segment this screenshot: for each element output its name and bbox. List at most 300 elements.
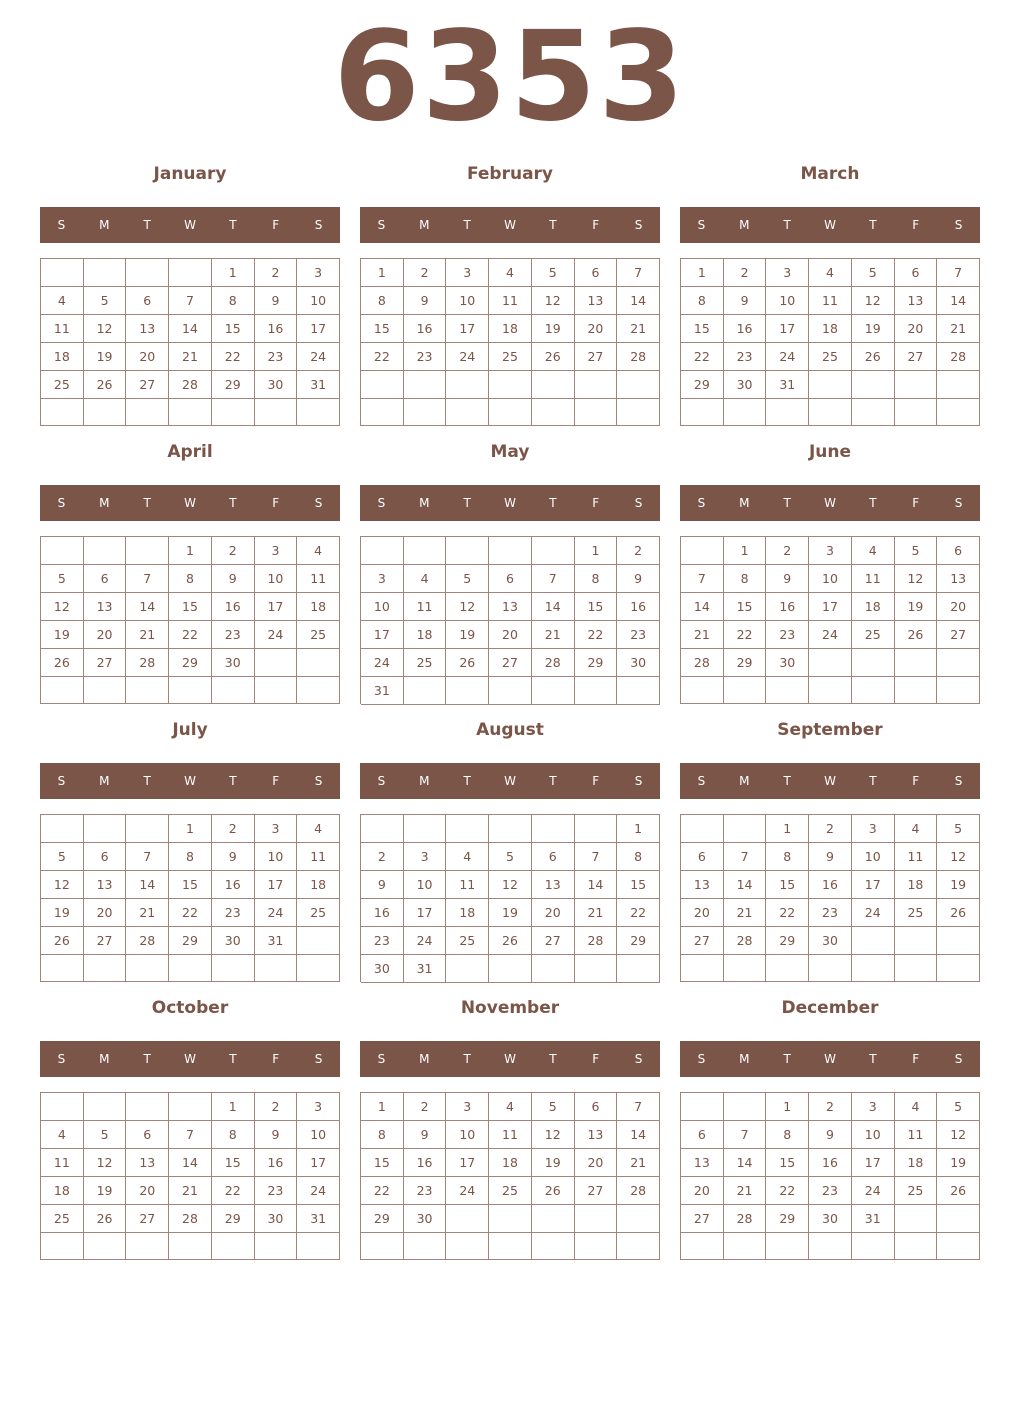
weekday-label: T bbox=[143, 496, 151, 510]
weekday-label: M bbox=[419, 218, 430, 232]
empty-cell bbox=[297, 399, 340, 426]
day-cell: 27 bbox=[681, 1205, 724, 1233]
day-cell: 7 bbox=[126, 565, 169, 593]
empty-cell bbox=[169, 1093, 212, 1121]
day-cell: 2 bbox=[255, 259, 298, 287]
day-cell: 8 bbox=[169, 565, 212, 593]
day-cell: 23 bbox=[212, 899, 255, 927]
day-cell: 2 bbox=[766, 537, 809, 565]
day-cell: 15 bbox=[681, 315, 724, 343]
weekday-label: T bbox=[229, 1052, 237, 1066]
day-cell: 3 bbox=[446, 259, 489, 287]
day-cell: 1 bbox=[681, 259, 724, 287]
day-cell: 22 bbox=[361, 1177, 404, 1205]
weekday-label: S bbox=[377, 496, 386, 510]
weekday-label: T bbox=[143, 774, 151, 788]
weekday-label: S bbox=[697, 1052, 706, 1066]
day-cell: 17 bbox=[255, 871, 298, 899]
weekday-label: W bbox=[504, 218, 516, 232]
day-cell: 26 bbox=[41, 649, 84, 677]
weekday-label: T bbox=[463, 774, 471, 788]
day-grid bbox=[360, 258, 660, 426]
empty-cell bbox=[446, 1233, 489, 1260]
day-cell: 30 bbox=[255, 371, 298, 399]
weekday-label: T bbox=[549, 218, 557, 232]
day-cell: 1 bbox=[169, 815, 212, 843]
day-cell: 12 bbox=[446, 593, 489, 621]
day-cell: 21 bbox=[681, 621, 724, 649]
day-cell: 15 bbox=[169, 871, 212, 899]
day-cell: 28 bbox=[617, 1177, 660, 1205]
weekday-label: T bbox=[229, 774, 237, 788]
empty-cell bbox=[489, 399, 532, 427]
day-cell: 15 bbox=[212, 1149, 255, 1177]
day-cell: 22 bbox=[575, 621, 618, 649]
day-cell: 13 bbox=[681, 871, 724, 899]
day-cell: 11 bbox=[489, 1121, 532, 1149]
weekday-label: F bbox=[912, 218, 920, 232]
day-cell: 12 bbox=[532, 287, 575, 315]
empty-cell bbox=[212, 955, 255, 982]
weekday-label: T bbox=[143, 1052, 151, 1066]
weekday-label: S bbox=[57, 774, 66, 788]
empty-cell bbox=[255, 399, 298, 426]
day-cell: 16 bbox=[809, 1149, 852, 1177]
day-cell: 11 bbox=[41, 1149, 84, 1177]
day-cell: 12 bbox=[937, 843, 980, 871]
empty-cell bbox=[126, 1093, 169, 1121]
empty-cell bbox=[489, 815, 532, 843]
day-cell: 28 bbox=[169, 1205, 212, 1233]
day-cell: 23 bbox=[212, 621, 255, 649]
empty-cell bbox=[41, 1233, 84, 1260]
day-cell: 2 bbox=[255, 1093, 298, 1121]
empty-cell bbox=[724, 1233, 767, 1260]
empty-cell bbox=[297, 955, 340, 982]
day-cell: 15 bbox=[575, 593, 618, 621]
day-cell: 24 bbox=[766, 343, 809, 371]
day-cell: 14 bbox=[169, 1149, 212, 1177]
empty-cell bbox=[852, 1233, 895, 1260]
day-cell: 9 bbox=[809, 1121, 852, 1149]
day-cell: 1 bbox=[724, 537, 767, 565]
day-cell: 12 bbox=[489, 871, 532, 899]
empty-cell bbox=[126, 815, 169, 843]
day-cell: 28 bbox=[126, 649, 169, 677]
empty-cell bbox=[297, 677, 340, 704]
empty-cell bbox=[361, 399, 404, 427]
day-cell: 13 bbox=[126, 315, 169, 343]
day-cell: 30 bbox=[617, 649, 660, 677]
empty-cell bbox=[937, 1233, 980, 1260]
weekday-label: W bbox=[504, 1052, 516, 1066]
day-cell: 17 bbox=[297, 1149, 340, 1177]
weekday-label: W bbox=[184, 218, 196, 232]
day-cell: 26 bbox=[937, 1177, 980, 1205]
day-cell: 8 bbox=[724, 565, 767, 593]
empty-cell bbox=[255, 955, 298, 982]
day-cell: 24 bbox=[255, 899, 298, 927]
empty-cell bbox=[681, 1093, 724, 1121]
weekday-label: M bbox=[739, 496, 750, 510]
day-cell: 17 bbox=[809, 593, 852, 621]
empty-cell bbox=[852, 649, 895, 677]
day-cell: 26 bbox=[895, 621, 938, 649]
day-cell: 15 bbox=[766, 871, 809, 899]
weekday-label: F bbox=[592, 774, 600, 788]
day-cell: 5 bbox=[41, 843, 84, 871]
weekday-label: W bbox=[824, 496, 836, 510]
weekday-label: T bbox=[463, 496, 471, 510]
day-cell: 14 bbox=[724, 1149, 767, 1177]
day-cell: 17 bbox=[255, 593, 298, 621]
day-cell: 20 bbox=[126, 1177, 169, 1205]
day-cell: 18 bbox=[446, 899, 489, 927]
day-cell: 27 bbox=[895, 343, 938, 371]
month-name: June bbox=[808, 442, 852, 462]
day-cell: 23 bbox=[361, 927, 404, 955]
empty-cell bbox=[489, 955, 532, 983]
day-cell: 30 bbox=[361, 955, 404, 983]
day-cell: 18 bbox=[895, 1149, 938, 1177]
empty-cell bbox=[446, 955, 489, 983]
empty-cell bbox=[41, 955, 84, 982]
weekday-label: T bbox=[783, 218, 791, 232]
day-cell: 7 bbox=[724, 843, 767, 871]
weekday-label: F bbox=[912, 496, 920, 510]
day-cell: 27 bbox=[84, 649, 127, 677]
empty-cell bbox=[169, 399, 212, 426]
day-cell: 27 bbox=[84, 927, 127, 955]
day-cell: 22 bbox=[212, 343, 255, 371]
day-cell: 21 bbox=[724, 1177, 767, 1205]
month-name: May bbox=[490, 442, 530, 462]
day-cell: 13 bbox=[532, 871, 575, 899]
day-cell: 30 bbox=[766, 649, 809, 677]
day-cell: 7 bbox=[617, 259, 660, 287]
empty-cell bbox=[532, 955, 575, 983]
weekday-header bbox=[680, 1041, 980, 1077]
day-cell: 13 bbox=[489, 593, 532, 621]
day-cell: 25 bbox=[41, 1205, 84, 1233]
day-grid bbox=[40, 536, 340, 704]
day-cell: 26 bbox=[84, 1205, 127, 1233]
day-cell: 18 bbox=[895, 871, 938, 899]
day-cell: 12 bbox=[41, 871, 84, 899]
empty-cell bbox=[41, 677, 84, 704]
day-cell: 6 bbox=[575, 259, 618, 287]
day-cell: 5 bbox=[895, 537, 938, 565]
empty-cell bbox=[84, 537, 127, 565]
empty-cell bbox=[575, 677, 618, 705]
day-cell: 2 bbox=[809, 1093, 852, 1121]
day-cell: 30 bbox=[724, 371, 767, 399]
day-cell: 17 bbox=[852, 871, 895, 899]
day-cell: 7 bbox=[724, 1121, 767, 1149]
day-cell: 23 bbox=[617, 621, 660, 649]
day-cell: 6 bbox=[681, 843, 724, 871]
day-cell: 25 bbox=[895, 1177, 938, 1205]
day-grid bbox=[40, 814, 340, 982]
day-cell: 8 bbox=[169, 843, 212, 871]
day-cell: 10 bbox=[766, 287, 809, 315]
day-grid bbox=[40, 258, 340, 426]
day-cell: 26 bbox=[41, 927, 84, 955]
empty-cell bbox=[532, 677, 575, 705]
weekday-label: F bbox=[592, 496, 600, 510]
weekday-label: F bbox=[272, 774, 280, 788]
day-cell: 2 bbox=[724, 259, 767, 287]
day-cell: 26 bbox=[852, 343, 895, 371]
day-cell: 14 bbox=[126, 871, 169, 899]
day-cell: 12 bbox=[895, 565, 938, 593]
day-cell: 17 bbox=[404, 899, 447, 927]
day-cell: 24 bbox=[255, 621, 298, 649]
day-cell: 11 bbox=[297, 565, 340, 593]
day-cell: 25 bbox=[41, 371, 84, 399]
empty-cell bbox=[297, 927, 340, 955]
empty-cell bbox=[489, 1205, 532, 1233]
month-name: July bbox=[172, 720, 208, 740]
day-cell: 21 bbox=[575, 899, 618, 927]
day-cell: 8 bbox=[575, 565, 618, 593]
day-cell: 18 bbox=[297, 871, 340, 899]
empty-cell bbox=[41, 537, 84, 565]
day-cell: 5 bbox=[41, 565, 84, 593]
empty-cell bbox=[255, 649, 298, 677]
day-cell: 27 bbox=[575, 1177, 618, 1205]
empty-cell bbox=[724, 399, 767, 426]
day-cell: 8 bbox=[212, 1121, 255, 1149]
day-grid bbox=[360, 1092, 660, 1260]
day-cell: 13 bbox=[895, 287, 938, 315]
empty-cell bbox=[852, 927, 895, 955]
day-grid bbox=[680, 258, 980, 426]
day-cell: 14 bbox=[681, 593, 724, 621]
day-cell: 29 bbox=[681, 371, 724, 399]
day-cell: 12 bbox=[852, 287, 895, 315]
day-cell: 22 bbox=[212, 1177, 255, 1205]
empty-cell bbox=[126, 399, 169, 426]
empty-cell bbox=[681, 815, 724, 843]
day-cell: 19 bbox=[532, 1149, 575, 1177]
day-cell: 5 bbox=[937, 815, 980, 843]
day-cell: 16 bbox=[617, 593, 660, 621]
day-cell: 19 bbox=[84, 1177, 127, 1205]
empty-cell bbox=[446, 815, 489, 843]
empty-cell bbox=[446, 537, 489, 565]
weekday-label: M bbox=[739, 774, 750, 788]
weekday-label: M bbox=[99, 218, 110, 232]
day-cell: 10 bbox=[852, 1121, 895, 1149]
weekday-label: S bbox=[634, 1052, 643, 1066]
day-cell: 25 bbox=[489, 1177, 532, 1205]
day-cell: 22 bbox=[766, 1177, 809, 1205]
day-cell: 6 bbox=[937, 537, 980, 565]
day-cell: 29 bbox=[169, 927, 212, 955]
day-cell: 9 bbox=[809, 843, 852, 871]
day-cell: 15 bbox=[617, 871, 660, 899]
day-cell: 14 bbox=[617, 1121, 660, 1149]
empty-cell bbox=[255, 677, 298, 704]
empty-cell bbox=[724, 815, 767, 843]
day-cell: 3 bbox=[255, 537, 298, 565]
empty-cell bbox=[809, 649, 852, 677]
day-cell: 7 bbox=[617, 1093, 660, 1121]
day-cell: 25 bbox=[809, 343, 852, 371]
empty-cell bbox=[575, 399, 618, 427]
empty-cell bbox=[126, 1233, 169, 1260]
empty-cell bbox=[41, 399, 84, 426]
empty-cell bbox=[809, 677, 852, 704]
empty-cell bbox=[489, 677, 532, 705]
day-cell: 22 bbox=[681, 343, 724, 371]
day-cell: 16 bbox=[724, 315, 767, 343]
day-cell: 21 bbox=[532, 621, 575, 649]
day-cell: 13 bbox=[84, 593, 127, 621]
day-cell: 19 bbox=[84, 343, 127, 371]
day-cell: 30 bbox=[404, 1205, 447, 1233]
empty-cell bbox=[84, 815, 127, 843]
day-cell: 21 bbox=[617, 315, 660, 343]
day-cell: 24 bbox=[446, 1177, 489, 1205]
weekday-label: S bbox=[377, 218, 386, 232]
empty-cell bbox=[532, 815, 575, 843]
day-cell: 16 bbox=[404, 315, 447, 343]
weekday-label: W bbox=[184, 1052, 196, 1066]
empty-cell bbox=[937, 399, 980, 426]
day-cell: 6 bbox=[532, 843, 575, 871]
empty-cell bbox=[617, 1233, 660, 1260]
month-name: September bbox=[777, 720, 883, 740]
day-cell: 29 bbox=[766, 1205, 809, 1233]
day-cell: 4 bbox=[489, 1093, 532, 1121]
day-cell: 30 bbox=[255, 1205, 298, 1233]
month-name: January bbox=[153, 164, 227, 184]
empty-cell bbox=[766, 677, 809, 704]
day-cell: 4 bbox=[809, 259, 852, 287]
weekday-label: S bbox=[634, 218, 643, 232]
empty-cell bbox=[126, 259, 169, 287]
day-cell: 29 bbox=[212, 371, 255, 399]
day-cell: 10 bbox=[852, 843, 895, 871]
day-cell: 10 bbox=[255, 565, 298, 593]
day-cell: 22 bbox=[617, 899, 660, 927]
weekday-label: S bbox=[954, 218, 963, 232]
day-cell: 11 bbox=[446, 871, 489, 899]
day-cell: 6 bbox=[126, 1121, 169, 1149]
day-cell: 3 bbox=[852, 815, 895, 843]
empty-cell bbox=[937, 371, 980, 399]
weekday-label: S bbox=[57, 496, 66, 510]
day-cell: 6 bbox=[575, 1093, 618, 1121]
day-cell: 30 bbox=[212, 649, 255, 677]
day-cell: 14 bbox=[617, 287, 660, 315]
weekday-label: T bbox=[869, 774, 877, 788]
day-cell: 21 bbox=[937, 315, 980, 343]
day-cell: 4 bbox=[41, 287, 84, 315]
day-cell: 24 bbox=[297, 1177, 340, 1205]
weekday-label: W bbox=[824, 218, 836, 232]
empty-cell bbox=[766, 399, 809, 426]
day-cell: 21 bbox=[724, 899, 767, 927]
day-cell: 18 bbox=[297, 593, 340, 621]
day-cell: 2 bbox=[212, 537, 255, 565]
day-cell: 27 bbox=[681, 927, 724, 955]
empty-cell bbox=[41, 815, 84, 843]
day-cell: 19 bbox=[895, 593, 938, 621]
day-cell: 2 bbox=[404, 1093, 447, 1121]
empty-cell bbox=[852, 955, 895, 982]
day-cell: 21 bbox=[169, 1177, 212, 1205]
day-cell: 8 bbox=[617, 843, 660, 871]
day-cell: 31 bbox=[404, 955, 447, 983]
empty-cell bbox=[937, 927, 980, 955]
day-grid bbox=[680, 1092, 980, 1260]
empty-cell bbox=[766, 955, 809, 982]
day-cell: 27 bbox=[126, 371, 169, 399]
day-cell: 11 bbox=[41, 315, 84, 343]
empty-cell bbox=[255, 1233, 298, 1260]
day-cell: 14 bbox=[724, 871, 767, 899]
day-cell: 4 bbox=[895, 1093, 938, 1121]
day-cell: 3 bbox=[852, 1093, 895, 1121]
weekday-label: S bbox=[697, 218, 706, 232]
weekday-label: F bbox=[592, 218, 600, 232]
day-grid bbox=[680, 536, 980, 704]
weekday-label: T bbox=[549, 774, 557, 788]
day-cell: 12 bbox=[937, 1121, 980, 1149]
day-cell: 8 bbox=[361, 1121, 404, 1149]
day-cell: 22 bbox=[169, 899, 212, 927]
weekday-label: T bbox=[549, 496, 557, 510]
day-cell: 3 bbox=[809, 537, 852, 565]
weekday-label: T bbox=[783, 1052, 791, 1066]
weekday-label: M bbox=[99, 1052, 110, 1066]
empty-cell bbox=[446, 371, 489, 399]
day-cell: 2 bbox=[404, 259, 447, 287]
day-cell: 27 bbox=[532, 927, 575, 955]
day-cell: 1 bbox=[766, 815, 809, 843]
day-cell: 1 bbox=[575, 537, 618, 565]
empty-cell bbox=[937, 649, 980, 677]
weekday-label: T bbox=[143, 218, 151, 232]
day-cell: 30 bbox=[809, 927, 852, 955]
weekday-label: M bbox=[739, 1052, 750, 1066]
weekday-header bbox=[40, 485, 340, 521]
day-cell: 20 bbox=[575, 315, 618, 343]
weekday-label: T bbox=[463, 1052, 471, 1066]
weekday-label: F bbox=[272, 1052, 280, 1066]
empty-cell bbox=[169, 677, 212, 704]
day-cell: 17 bbox=[361, 621, 404, 649]
weekday-label: T bbox=[229, 496, 237, 510]
weekday-label: M bbox=[419, 1052, 430, 1066]
day-cell: 31 bbox=[297, 1205, 340, 1233]
day-cell: 23 bbox=[404, 1177, 447, 1205]
day-cell: 5 bbox=[446, 565, 489, 593]
day-cell: 5 bbox=[937, 1093, 980, 1121]
day-cell: 25 bbox=[489, 343, 532, 371]
empty-cell bbox=[809, 371, 852, 399]
day-cell: 9 bbox=[617, 565, 660, 593]
weekday-label: M bbox=[739, 218, 750, 232]
day-cell: 6 bbox=[84, 843, 127, 871]
day-grid bbox=[40, 1092, 340, 1260]
day-cell: 7 bbox=[575, 843, 618, 871]
weekday-header bbox=[680, 485, 980, 521]
day-cell: 24 bbox=[446, 343, 489, 371]
